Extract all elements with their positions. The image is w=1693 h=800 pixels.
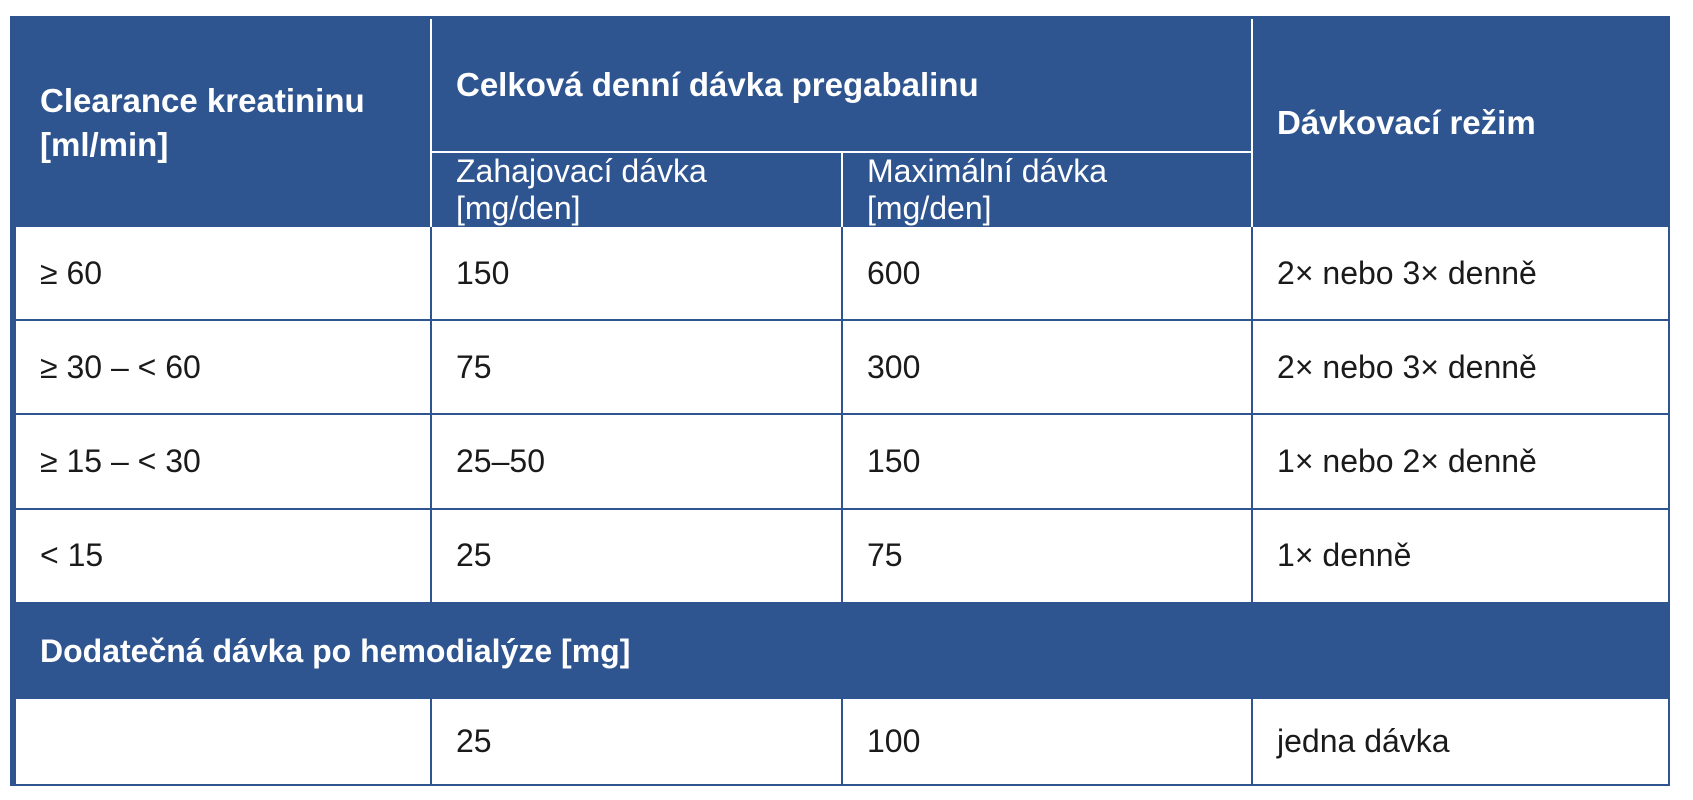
section-hemodialysis-title: Dodatečná dávka po hemodialýze [mg] [16, 603, 1668, 699]
cell-regimen: 1× nebo 2× denně [1252, 414, 1668, 508]
header-row-main [16, 19, 1668, 152]
cell-clearance: ≥ 30 – < 60 [16, 320, 431, 414]
cell-starting-dose: 75 [431, 320, 842, 414]
cell-clearance: ≥ 15 – < 30 [16, 414, 431, 508]
cell-regimen: jedna dávka [1252, 699, 1668, 784]
cell-starting-dose: 25 [431, 699, 842, 784]
table-row [16, 509, 1668, 603]
header-regimen: Dávkovací režim [1252, 19, 1668, 227]
cell-regimen: 2× nebo 3× denně [1252, 227, 1668, 320]
cell-starting-dose: 25 [431, 509, 842, 603]
header-maximum-dose: Maximální dávka [mg/den] [842, 152, 1252, 227]
dosage-table-frame [10, 16, 1670, 786]
cell-maximum-dose: 600 [842, 227, 1252, 320]
cell-regimen: 1× denně [1252, 509, 1668, 603]
cell-clearance [16, 699, 431, 784]
cell-maximum-dose: 100 [842, 699, 1252, 784]
table-row [16, 227, 1668, 320]
header-starting-dose: Zahajovací dávka [mg/den] [431, 152, 842, 227]
table-row [16, 699, 1668, 784]
cell-starting-dose: 25–50 [431, 414, 842, 508]
cell-starting-dose: 150 [431, 227, 842, 320]
cell-regimen: 2× nebo 3× denně [1252, 320, 1668, 414]
cell-maximum-dose: 300 [842, 320, 1252, 414]
section-row [16, 603, 1668, 699]
cell-maximum-dose: 75 [842, 509, 1252, 603]
header-daily-dose-group: Celková denní dávka pregabalinu [431, 19, 1252, 152]
table-row [16, 414, 1668, 508]
header-clearance: Clearance kreatininu [ml/min] [16, 19, 431, 227]
table-row [16, 320, 1668, 414]
cropped-caption-strip [0, 0, 1693, 12]
cell-clearance: < 15 [16, 509, 431, 603]
pregabalin-dosage-table [16, 19, 1668, 784]
cell-maximum-dose: 150 [842, 414, 1252, 508]
cell-clearance: ≥ 60 [16, 227, 431, 320]
